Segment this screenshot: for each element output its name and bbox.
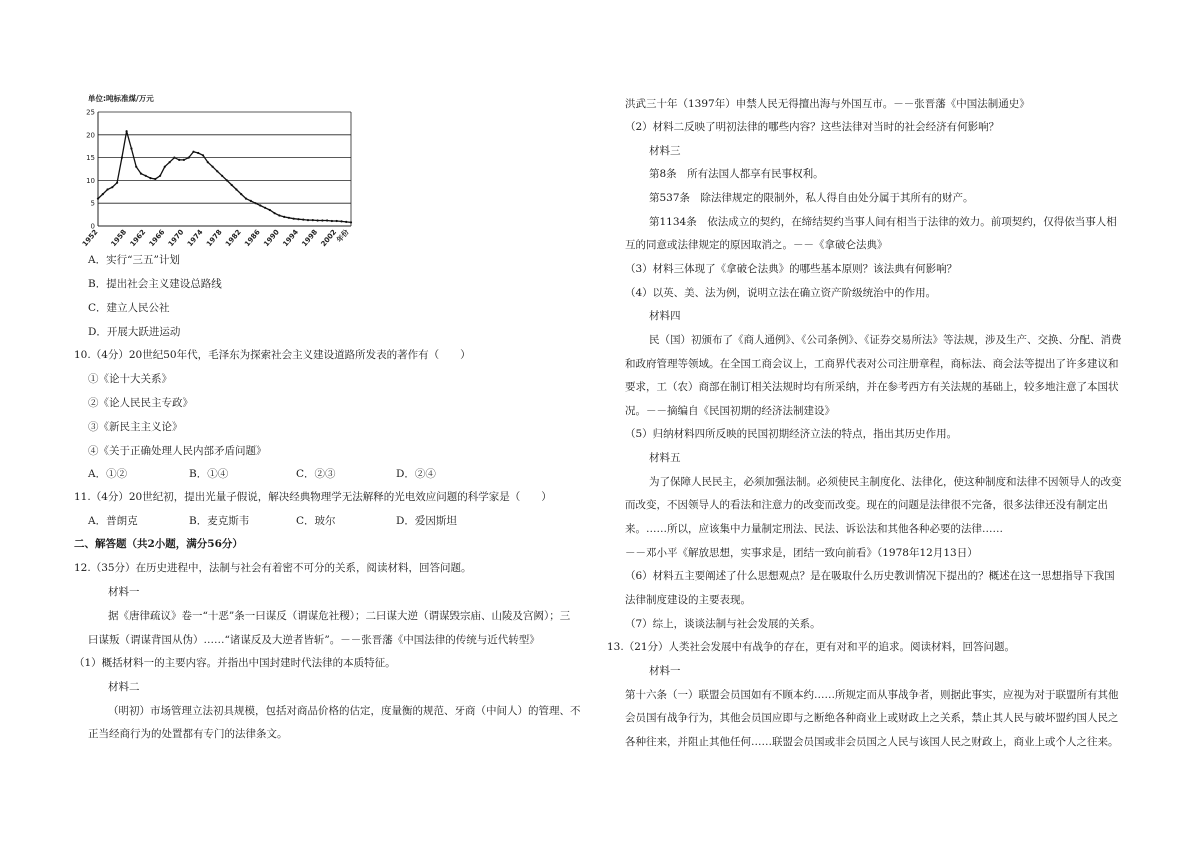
data-point	[126, 130, 128, 132]
q12-part-1: （1）概括材料一的主要内容。并指出中国封建时代法律的本质特征。	[74, 657, 396, 669]
material-3-article-1134-line-2: 互的同意或法律规定的原因取消之。－－《拿破仑法典》	[625, 239, 888, 251]
material-3-article-8: 第8条 所有法国人都享有民事权利。	[649, 168, 824, 180]
data-point	[231, 184, 233, 186]
q10-choice-a: A．①②	[88, 468, 128, 480]
x-tick-label: 1994	[281, 228, 301, 249]
data-point	[297, 218, 299, 220]
data-point	[326, 219, 328, 221]
y-tick-label: 5	[90, 199, 95, 208]
q11-choice-c: C．玻尔	[296, 515, 336, 527]
q9-option-c: C．建立人民公社	[88, 302, 170, 314]
x-tick-label: 1970	[166, 228, 186, 249]
material-2-line-2: 正当经商行为的处置都有专门的法律条文。	[88, 728, 288, 740]
data-point	[121, 157, 123, 159]
q12-part-6-line-2: 法律制度建设的主要表现。	[625, 594, 751, 606]
q12-part-3: （3）材料三体现了《拿破仑法典》的哪些基本原则？该法典有何影响？	[625, 263, 958, 275]
data-point	[173, 157, 175, 159]
y-axis-label: 单位:吨标准煤/万元	[88, 94, 154, 103]
data-point	[169, 161, 171, 163]
x-tick-label: 1966	[147, 228, 167, 249]
q13-material-1-title: 材料一	[649, 665, 681, 677]
material-5-line-3: 来。……所以，应该集中力量制定刑法、民法、诉讼法和其他各种必要的法律……	[625, 523, 1003, 535]
material-1-line-2: 曰谋叛（谓谋背国从伪）……“诸谋反及大逆者皆斩”。－－张晋藩《中国法律的传统与近代转型》	[88, 634, 540, 646]
q12-part-4: （4）以英、美、法为例，说明立法在确立资产阶级统治中的作用。	[625, 287, 937, 299]
data-point	[202, 154, 204, 156]
material-1-title: 材料一	[108, 586, 140, 598]
data-point	[183, 159, 185, 161]
q12-part-2: （2）材料二反映了明初法律的哪些内容？这些法律对当时的社会经济有何影响？	[625, 121, 1000, 133]
data-point	[269, 209, 271, 211]
material-4-line-1: 民（国）初颁布了《商人通例》、《公司条例》、《证券交易所法》等法规，涉及生产、交换、分配、消费	[649, 334, 1122, 346]
q10-item-1: ①《论十大关系》	[88, 373, 172, 385]
data-point	[317, 219, 319, 221]
q11-choice-d: D．爱因斯坦	[396, 515, 457, 527]
energy-intensity-chart	[80, 92, 366, 249]
material-5-line-2: 而改变，不因领导人的看法和注意力的改变而改变。现在的问题是法律很不完备，很多法律还没有制定出	[625, 499, 1108, 511]
data-point	[207, 161, 209, 163]
material-3-article-1134-line-1: 第1134条 依法成立的契约，在缔结契约当事人间有相当于法律的效力。前项契约，仅得依当事人相	[649, 216, 1117, 228]
y-tick-label: 25	[86, 108, 95, 117]
line-chart-svg	[80, 92, 366, 249]
material-2-line-3: 洪武三十年（1397年）申禁人民无得擅出海与外国互市。－－张晋藩《中国法制通史》	[625, 98, 1030, 110]
data-point	[221, 175, 223, 177]
data-point	[312, 219, 314, 221]
y-tick-label: 0	[90, 222, 95, 231]
data-point	[154, 178, 156, 180]
data-point	[245, 198, 247, 200]
material-3-title: 材料三	[649, 145, 681, 157]
material-2-line-1: （明初）市场管理立法初具规模，包括对商品价格的估定，度量衡的规范、牙商（中间人）的管理、不	[108, 705, 581, 717]
q12-part-7: （7）综上，谈谈法制与社会发展的关系。	[625, 618, 821, 630]
data-point	[336, 220, 338, 222]
q10-stem: 10.（4分）20世纪50年代，毛泽东为探索社会主义建设道路所发表的著作有（ ）	[74, 349, 471, 361]
q10-item-4: ④《关于正确处理人民内部矛盾问题》	[88, 445, 267, 457]
data-point	[212, 166, 214, 168]
x-tick-label: 1982	[224, 228, 243, 249]
data-point	[192, 151, 194, 153]
data-point	[159, 175, 161, 177]
q10-choice-c: C．②③	[296, 468, 336, 480]
q12-part-6-line-1: （6）材料五主要阐述了什么思想观点？是在吸取什么历史教训情况下提出的？概述在这一思想指导下我国	[625, 570, 1115, 582]
y-tick-label: 20	[86, 131, 95, 140]
q13-material-1-line-3: 各种往来，并阻止其他任何……联盟会员国或非会员国之人民与该国人民之财政上，商业上或个人之往来。	[625, 736, 1119, 748]
data-point	[102, 193, 104, 195]
data-point	[130, 147, 132, 149]
material-1-line-1: 据《唐律疏议》卷一“十恶”条一曰谋反（谓谋危社稷）；二曰谋大逆（谓谋毁宗庙、山陵及宫阙）；三	[108, 610, 571, 622]
x-tick-label: 1958	[109, 228, 129, 249]
data-point	[116, 182, 118, 184]
data-point	[283, 216, 285, 218]
q12-part-5: （5）归纳材料四所反映的民国初期经济立法的特点，指出其历史作用。	[625, 428, 958, 440]
q11-choice-a: A．普朗克	[88, 515, 138, 527]
data-point	[331, 220, 333, 222]
material-5-line-4: －－邓小平《解放思想，实事求是，团结一致向前看》（1978年12月13日）	[625, 547, 978, 559]
data-point	[321, 219, 323, 221]
x-tick-label: 1998	[300, 228, 320, 249]
y-tick-label: 15	[86, 154, 95, 163]
x-tick-label: 1952	[80, 228, 100, 249]
data-point	[250, 200, 252, 202]
data-point	[111, 186, 113, 188]
series-line	[98, 131, 351, 222]
section-heading: 二、解答题（共2小题，满分56分）	[74, 538, 243, 550]
data-point	[302, 219, 304, 221]
data-point	[140, 173, 142, 175]
data-point	[149, 177, 151, 179]
data-point	[216, 170, 218, 172]
x-tick-label: 1978	[204, 228, 224, 249]
q12-stem: 12.（35分）在历史进程中，法制与社会有着密不可分的关系，阅读材料，回答问题。	[74, 562, 472, 574]
material-5-title: 材料五	[649, 452, 681, 464]
data-point	[340, 220, 342, 222]
data-point	[164, 166, 166, 168]
material-3-article-537: 第537条 除法律规定的限制外，私人得自由处分属于其所有的财产。	[649, 192, 974, 204]
material-2-title: 材料二	[108, 681, 140, 693]
data-point	[240, 193, 242, 195]
q9-option-b: B．提出社会主义建设总路线	[88, 278, 222, 290]
q9-option-a: A．实行“三五”计划	[88, 254, 180, 266]
x-tick-label: 2002	[319, 228, 339, 249]
data-point	[178, 159, 180, 161]
data-point	[197, 152, 199, 154]
q9-option-d: D．开展大跃进运动	[88, 326, 181, 338]
q11-stem: 11.（4分）20世纪初，提出光量子假说，解决经典物理学无法解释的光电效应问题的科学家是（ ）	[74, 491, 552, 503]
q10-choice-b: B．①④	[189, 468, 229, 480]
q10-choice-d: D．②④	[396, 468, 436, 480]
q11-choice-b: B．麦克斯韦	[189, 515, 250, 527]
x-tick-label: 年份	[335, 228, 351, 245]
material-4-line-2: 和政府管理等领域。在全国工商会议上，工商界代表对公司注册章程，商标法、商会法等提出了许多建议和	[625, 358, 1119, 370]
data-point	[288, 217, 290, 219]
data-point	[264, 207, 266, 209]
q13-material-1-line-1: 第十六条（一）联盟会员国如有不顾本约……所规定而从事战争者，则据此事实，应视为对于联盟所有其他	[625, 689, 1119, 701]
q13-stem: 13.（21分）人类社会发展中有战争的存在，更有对和平的追求。阅读材料，回答问题。	[607, 641, 1016, 653]
data-point	[97, 198, 99, 200]
data-point	[135, 166, 137, 168]
q10-item-3: ③《新民主主义论》	[88, 421, 183, 433]
data-point	[278, 214, 280, 216]
x-tick-label: 1986	[243, 228, 262, 249]
y-tick-label: 10	[86, 176, 95, 185]
data-point	[188, 157, 190, 159]
data-point	[226, 179, 228, 181]
material-4-title: 材料四	[649, 310, 681, 322]
material-4-line-4: 况。－－摘编自《民国初期的经济法制建设》	[625, 405, 835, 417]
q13-material-1-line-2: 会员国有战争行为，其他会员国应即与之断绝各种商业上或财政上之关系，禁止其人民与破坏盟约国人民之	[625, 712, 1119, 724]
x-tick-label: 1974	[185, 228, 205, 249]
data-point	[345, 221, 347, 223]
data-point	[274, 212, 276, 214]
data-point	[350, 221, 352, 223]
data-point	[235, 188, 237, 190]
material-5-line-1: 为了保障人民民主，必须加强法制。必须使民主制度化、法律化，使这种制度和法律不因领导人的改变	[649, 476, 1122, 488]
q10-item-2: ②《论人民民主专政》	[88, 397, 193, 409]
data-point	[145, 175, 147, 177]
x-tick-label: 1990	[262, 228, 281, 249]
data-point	[254, 202, 256, 204]
material-4-line-3: 要求，工（农）商部在制订相关法规时均有所采纳，并在参考西方有关法规的基础上，较多地注意了本国状	[625, 381, 1119, 393]
data-point	[307, 219, 309, 221]
data-point	[293, 218, 295, 220]
data-point	[259, 204, 261, 206]
data-point	[106, 188, 108, 190]
x-tick-label: 1962	[128, 228, 148, 249]
